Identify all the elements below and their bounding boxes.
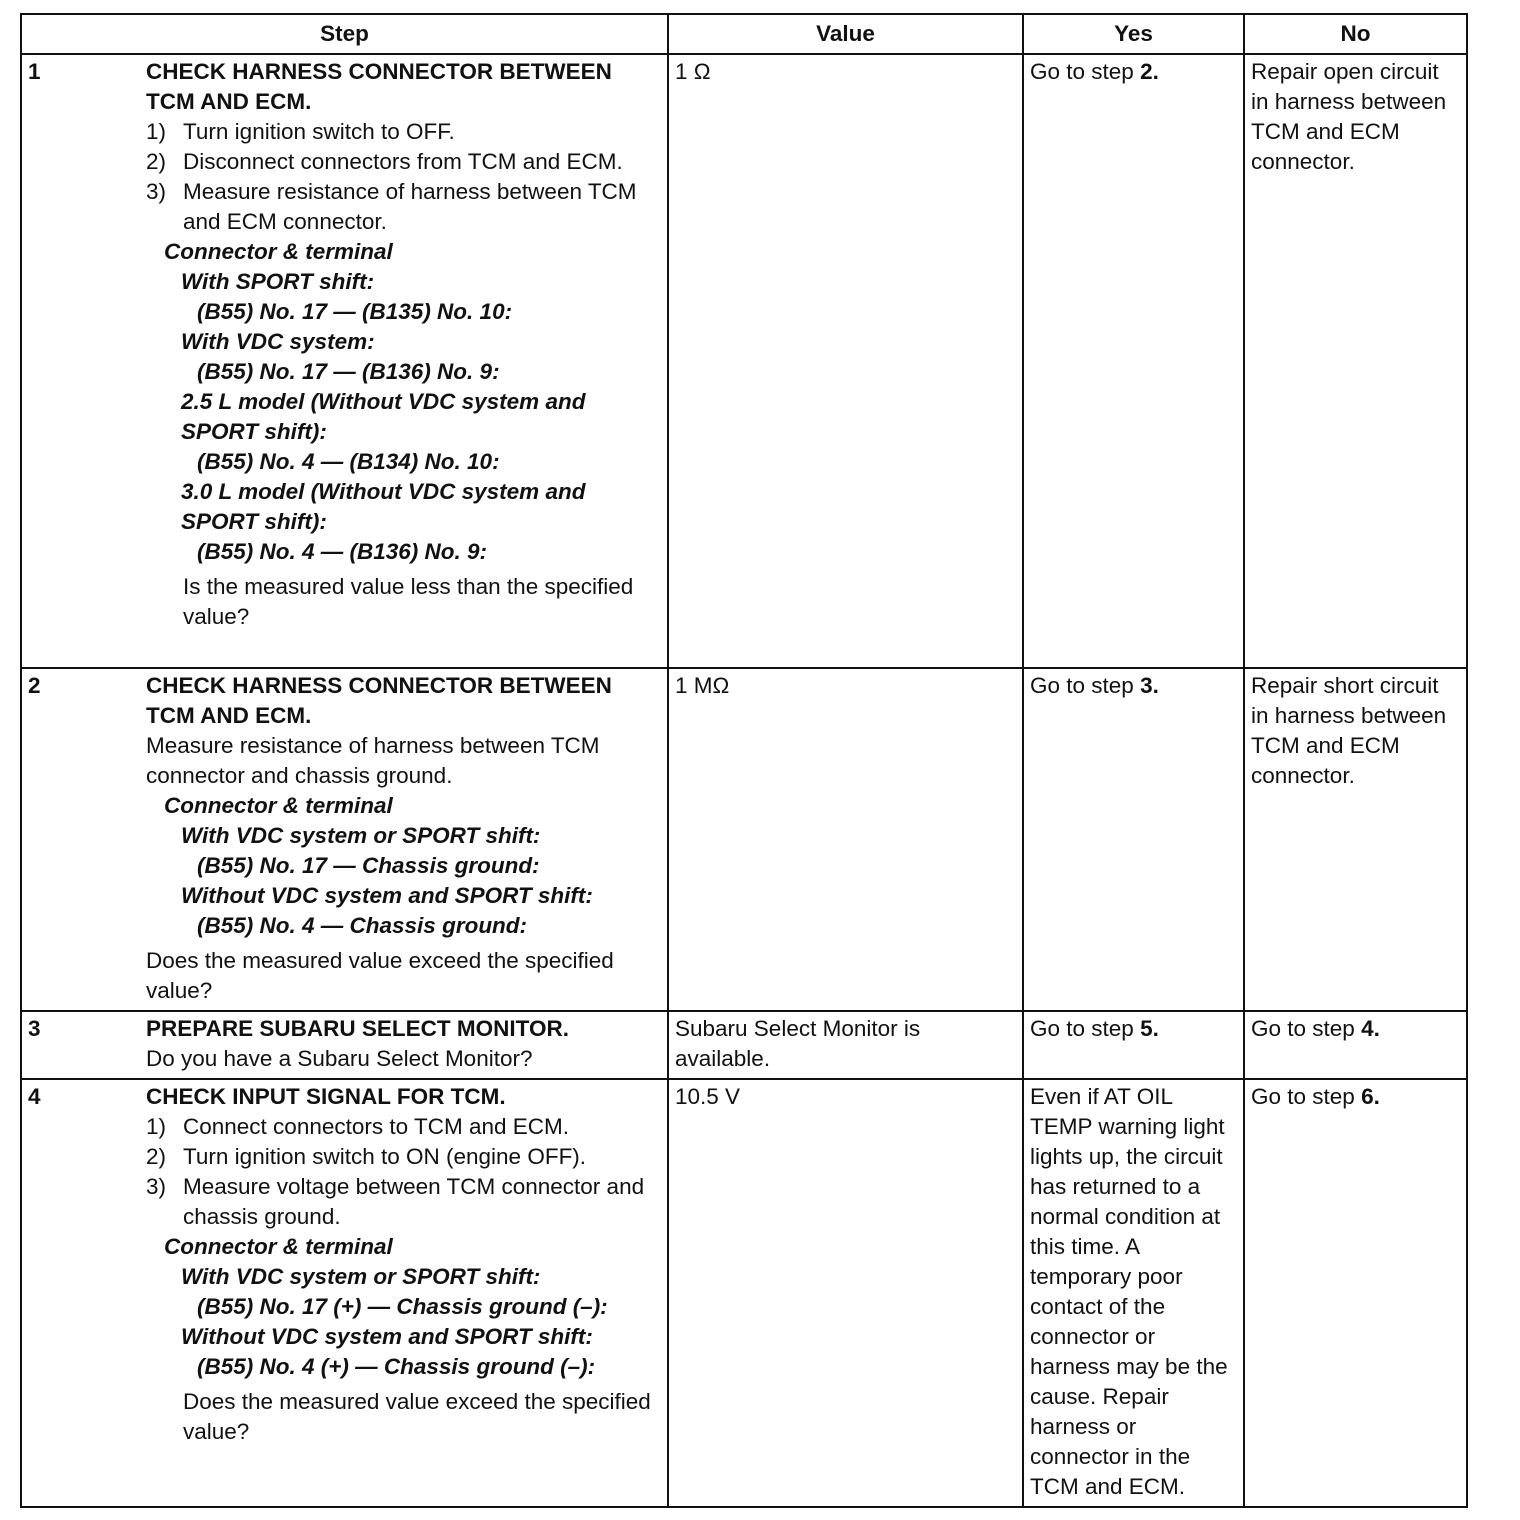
no-step-ref: 6. (1361, 1084, 1380, 1109)
step-question: Do you have a Subaru Select Monitor? (146, 1046, 533, 1071)
connector-terminal: (B55) No. 4 (+) — Chassis ground (–): (197, 1354, 596, 1379)
connector-terminal: (B55) No. 4 — (B136) No. 9: (197, 539, 488, 564)
step-title: CHECK INPUT SIGNAL FOR TCM. (146, 1084, 506, 1109)
connector-heading: Connector & terminal (164, 1234, 393, 1259)
diagnostic-table (20, 13, 1468, 1508)
spec-value: 10.5 V (675, 1084, 741, 1109)
list-item: 3) Measure voltage between TCM connector and chassis ground. (146, 1174, 645, 1229)
connector-terminal: (B55) No. 4 — (B134) No. 10: (197, 449, 500, 474)
spec-value: 1 MΩ (675, 673, 730, 698)
yes-cell: Go to step 2. (1023, 54, 1244, 668)
connector-terminal: (B55) No. 17 — (B136) No. 9: (197, 359, 500, 384)
step-number: 2 (28, 673, 41, 698)
connector-condition: Without VDC system and SPORT shift: (181, 1324, 593, 1349)
connector-condition: Without VDC system and SPORT shift: (181, 883, 593, 908)
yes-step-ref: 5. (1140, 1016, 1159, 1041)
connector-heading: Connector & terminal (164, 793, 393, 818)
table-row (21, 54, 1467, 668)
step-question: Does the measured value exceed the specified value? (183, 1389, 651, 1444)
header-value: Value (668, 14, 1023, 54)
connector-condition: 2.5 L model (Without VDC system and SPORT shift): (181, 389, 586, 444)
header-step: Step (21, 14, 668, 54)
connector-terminal: (B55) No. 17 (+) — Chassis ground (–): (197, 1294, 608, 1319)
yes-cell: Go to step 3. (1023, 668, 1244, 1011)
list-item: 1) Turn ignition switch to OFF. (146, 119, 455, 144)
yes-step-ref: 2. (1140, 59, 1159, 84)
table-row (21, 668, 1467, 1011)
connector-heading: Connector & terminal (164, 239, 393, 264)
spec-value: 1 Ω (675, 59, 711, 84)
step-title: CHECK HARNESS CONNECTOR BETWEEN TCM AND ECM. (146, 673, 612, 728)
no-cell: Go to step 4. (1244, 1011, 1467, 1079)
step-question: Is the measured value less than the specified value? (183, 574, 634, 629)
no-action: Repair short circuit in harness between TCM and ECM connector. (1251, 673, 1447, 788)
step-question: Does the measured value exceed the specified value? (146, 948, 614, 1003)
spec-value: Subaru Select Monitor is available. (675, 1016, 921, 1071)
step-cell (21, 1079, 668, 1507)
step-cell (21, 668, 668, 1011)
value-cell (668, 1079, 1023, 1507)
list-item: 1) Connect connectors to TCM and ECM. (146, 1114, 570, 1139)
header-no: No (1244, 14, 1467, 54)
no-cell: Go to step 6. (1244, 1079, 1467, 1507)
connector-condition: With VDC system or SPORT shift: (181, 823, 541, 848)
list-item: 3) Measure resistance of harness between TCM and ECM connector. (146, 179, 637, 234)
no-cell (1244, 54, 1467, 668)
connector-condition: With VDC system: (181, 329, 375, 354)
header-row (21, 14, 1467, 54)
connector-terminal: (B55) No. 17 — (B135) No. 10: (197, 299, 513, 324)
connector-condition: 3.0 L model (Without VDC system and SPORT shift): (181, 479, 586, 534)
step-cell (21, 54, 668, 668)
no-action: Repair open circuit in harness between TCM and ECM connector. (1251, 59, 1447, 174)
yes-cell (1023, 1079, 1244, 1507)
yes-cell: Go to step 5. (1023, 1011, 1244, 1079)
table-row (21, 1079, 1467, 1507)
yes-step-ref: 3. (1140, 673, 1159, 698)
value-cell (668, 1011, 1023, 1079)
list-item: 2) Turn ignition switch to ON (engine OFF). (146, 1144, 587, 1169)
connector-condition: With VDC system or SPORT shift: (181, 1264, 541, 1289)
connector-condition: With SPORT shift: (181, 269, 375, 294)
no-cell (1244, 668, 1467, 1011)
step-number: 1 (28, 59, 41, 84)
list-item: 2) Disconnect connectors from TCM and ECM. (146, 149, 623, 174)
value-cell (668, 668, 1023, 1011)
yes-action: Even if AT OIL TEMP warning light lights up, the circuit has returned to a normal condition at this time. A temporary poor contact of the connector or harness may be the cause. Repair harness or connector in the TCM and ECM. (1030, 1084, 1228, 1499)
connector-terminal: (B55) No. 4 — Chassis ground: (197, 913, 528, 938)
step-number: 3 (28, 1016, 41, 1041)
step-number: 4 (28, 1084, 41, 1109)
connector-terminal: (B55) No. 17 — Chassis ground: (197, 853, 540, 878)
step-instruction: Measure resistance of harness between TCM connector and chassis ground. (146, 733, 600, 788)
no-step-ref: 4. (1361, 1016, 1380, 1041)
step-cell (21, 1011, 668, 1079)
step-title: CHECK HARNESS CONNECTOR BETWEEN TCM AND ECM. (146, 59, 612, 114)
value-cell (668, 54, 1023, 668)
step-title: PREPARE SUBARU SELECT MONITOR. (146, 1016, 569, 1041)
table-row (21, 1011, 1467, 1079)
header-yes: Yes (1023, 14, 1244, 54)
